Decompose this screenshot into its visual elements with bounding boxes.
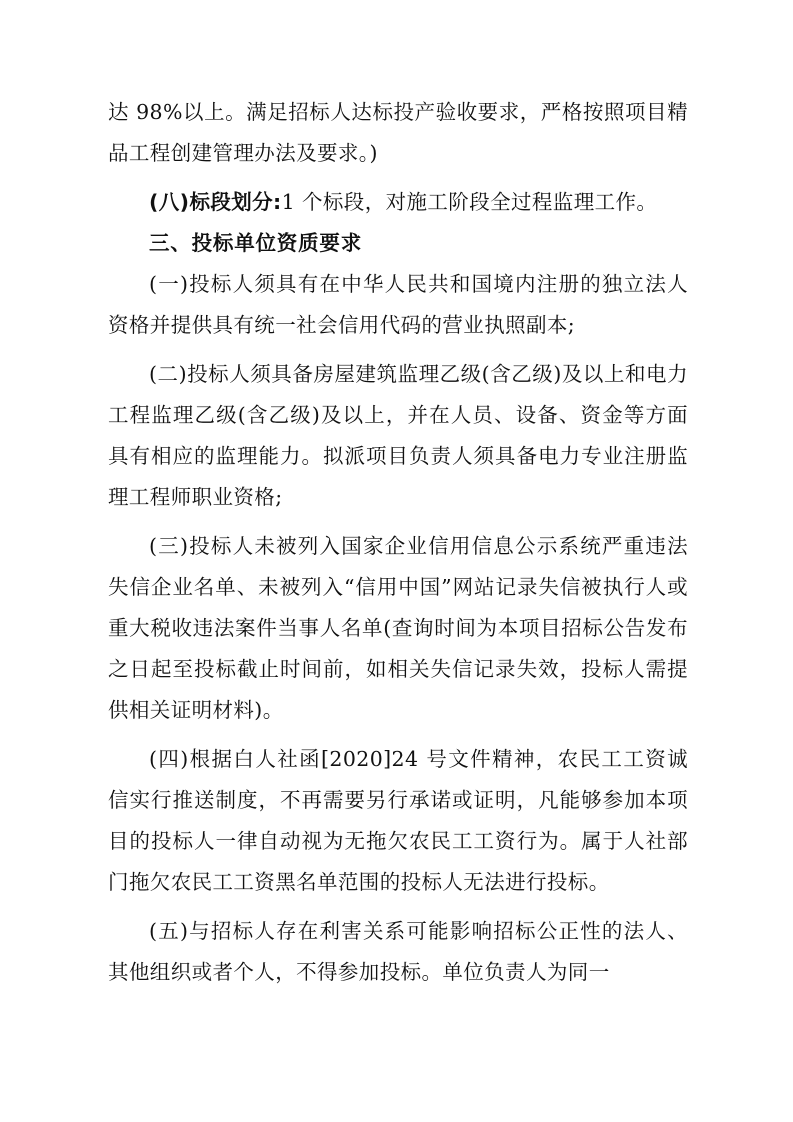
requirement-item-1: (一)投标人须具有在中华人民共和国境内注册的独立法人资格并提供具有统一社会信用代码的营业执照副本; [108, 272, 688, 337]
section-8-paragraph [108, 182, 688, 223]
continuation-paragraph: 达 98%以上。满足招标人达标投产验收要求，严格按照项目精品工程创建管理办法及要求。) [108, 100, 688, 165]
requirement-item-4: (四)根据白人社函[2020]24 号文件精神，农民工工资诚信实行推送制度，不再需要另行承诺或证明，凡能够参加本项目的投标人一律自动视为无拖欠农民工工资行为。属于人社部门拖欠农民工工资黑名单范围的投标人无法进行投标。 [108, 747, 688, 894]
section-8-text: 1 个标段，对施工阶段全过程监理工作。 [281, 190, 658, 214]
section-8-label: (八)标段划分: [149, 190, 282, 214]
requirement-item-5: (五)与招标人存在利害关系可能影响招标公正性的法人、其他组织或者个人，不得参加投标。单位负责人为同一 [108, 919, 688, 984]
requirement-item-3: (三)投标人未被列入国家企业信用信息公示系统严重违法失信企业名单、未被列入“信用中国”网站记录失信被执行人或重大税收违法案件当事人名单(查询时间为本项目招标公告发布之日起至投标截止时间前，如相关失信记录失效，投标人需提供相关证明材料)。 [108, 534, 688, 722]
section-3-heading: 三、投标单位资质要求 [149, 231, 362, 255]
document-body [108, 92, 688, 993]
requirement-item-2: (二)投标人须具备房屋建筑监理乙级(含乙级)及以上和电力工程监理乙级(含乙级)及以上，并在人员、设备、资金等方面具有相应的监理能力。拟派项目负责人须具备电力专业注册监理工程师职业资格; [108, 362, 688, 509]
